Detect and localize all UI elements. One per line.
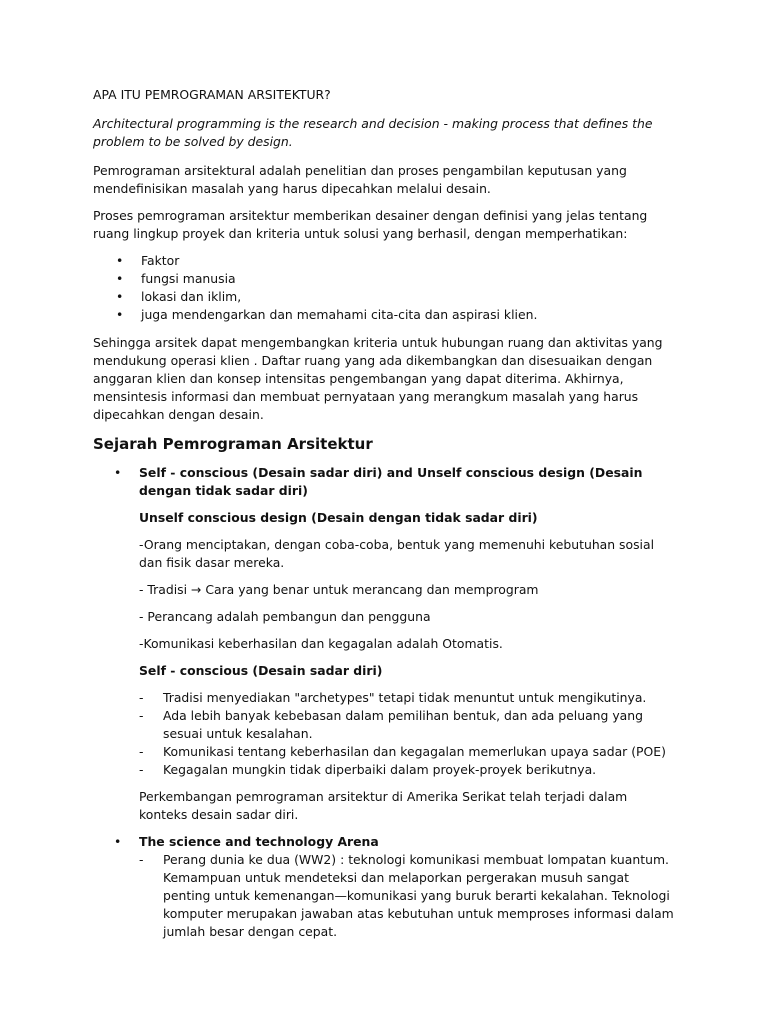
factor-item: • fungsi manusia (93, 270, 678, 288)
history-heading: Sejarah Pemrograman Arsitektur (93, 435, 373, 453)
document-body (93, 86, 678, 950)
summary-paragraph: Sehingga arsitek dapat mengembangkan kriteria untuk hubungan ruang dan aktivitas yang mendukung operasi klien . Daftar ruang yang ada dikembangkan dan disesuaikan dengan anggaran klien dan konsep intensitas pengembangan yang dapat diterima. Akhirnya, mensintesis informasi dan membuat pernyataan yang merangkum masalah yang harus dipecahkan dengan desain. (93, 335, 663, 422)
definition-english: Architectural programming is the research and decision - making process that defines the problem to be solved by design. (93, 116, 653, 149)
unself-point: -Orang menciptakan, dengan coba-coba, bentuk yang memenuhi kebutuhan sosial dan fisik dasar mereka. (139, 537, 655, 570)
unself-heading: Unself conscious design (Desain dengan tidak sadar diri) (139, 510, 538, 525)
unself-point-text: Cara yang benar untuk merancang dan memprogram (201, 582, 539, 597)
unself-point: - Perancang adalah pembangun dan pengguna (139, 609, 431, 624)
unself-point-text: - Tradisi (139, 582, 191, 597)
self-heading: Self - conscious (Desain sadar diri) (139, 663, 383, 678)
science-list (139, 851, 678, 941)
history-item-science (93, 833, 678, 941)
bullet-icon: • (114, 465, 122, 480)
document-title: APA ITU PEMROGRAMAN ARSITEKTUR? (93, 87, 331, 102)
self-item: - Kegagalan mungkin tidak diperbaiki dalam proyek-proyek berikutnya. (139, 761, 678, 779)
factor-list (93, 252, 678, 324)
arrow-right-icon: → (191, 582, 202, 597)
development-note: Perkembangan pemrograman arsitektur di Amerika Serikat telah terjadi dalam konteks desain sadar diri. (139, 789, 628, 822)
history-item-title: Self - conscious (Desain sadar diri) and Unself conscious design (Desain dengan tidak sadar diri) (139, 465, 643, 498)
factor-item: • Faktor (93, 252, 678, 270)
factor-item: • lokasi dan iklim, (93, 288, 678, 306)
unself-point: -Komunikasi keberhasilan dan kegagalan adalah Otomatis. (139, 636, 503, 651)
science-item: - Perang dunia ke dua (WW2) : teknologi komunikasi membuat lompatan kuantum. Kemampuan untuk mendeteksi dan melaporkan pergerakan musuh sangat penting untuk kemenangan—komunikasi yang buruk berarti kekalahan. Teknologi komputer merupakan jawaban atas kebutuhan untuk memproses informasi dalam jumlah besar dengan cepat. (139, 851, 678, 941)
self-item: - Tradisi menyediakan "archetypes" tetapi tidak menuntut untuk mengikutinya. (139, 689, 678, 707)
self-list (139, 689, 678, 779)
bullet-icon: • (114, 834, 122, 849)
history-item-title: The science and technology Arena (139, 834, 379, 849)
definition-indonesian: Pemrograman arsitektural adalah penelitian dan proses pengambilan keputusan yang mendefinisikan masalah yang harus dipecahkan melalui desain. (93, 163, 627, 196)
unself-point (139, 581, 678, 599)
history-item-conscious (93, 464, 678, 824)
factor-item: • juga mendengarkan dan memahami cita-cita dan aspirasi klien. (93, 306, 678, 324)
self-item: - Komunikasi tentang keberhasilan dan kegagalan memerlukan upaya sadar (POE) (139, 743, 678, 761)
process-intro: Proses pemrograman arsitektur memberikan desainer dengan definisi yang jelas tentang ruang lingkup proyek dan kriteria untuk solusi yang berhasil, dengan memperhatikan: (93, 208, 648, 241)
self-item: - Ada lebih banyak kebebasan dalam pemilihan bentuk, dan ada peluang yang sesuai untuk kesalahan. (139, 707, 678, 743)
